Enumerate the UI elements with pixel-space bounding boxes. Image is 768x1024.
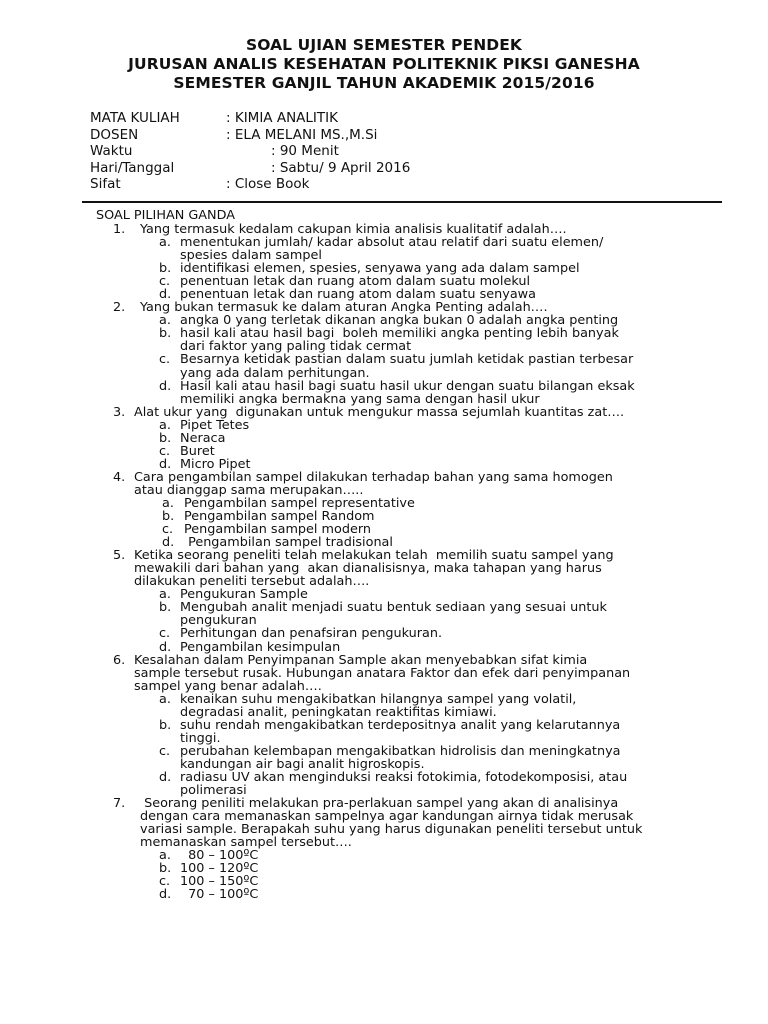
text-line xyxy=(0,432,768,445)
option-text: suhu rendah mengakibatkan terdepositnya analit yang kelarutannya xyxy=(180,717,621,733)
multiple-choice-section xyxy=(0,209,768,901)
text-line xyxy=(0,732,768,745)
info-label: MATA KULIAH xyxy=(90,110,180,126)
header-title: SOAL UJIAN SEMESTER PENDEK xyxy=(245,36,523,54)
option-text: radiasu UV akan menginduksi reaksi fotokimia, fotodekomposisi, atau xyxy=(180,769,628,785)
option-text: hasil kali atau hasil bagi boleh memiliki angka penting lebih banyak xyxy=(180,326,619,342)
option-text: menentukan jumlah/ kadar absolut atau relatif dari suatu elemen/ xyxy=(180,235,604,251)
info-label: DOSEN xyxy=(90,126,139,143)
option-text: polimerasi xyxy=(180,783,247,799)
text-line xyxy=(0,836,768,849)
option-text: angka 0 yang terletak dikanan angka bukan 0 adalah angka penting xyxy=(180,313,619,329)
question-number: 6. xyxy=(113,652,126,668)
question-text: memanaskan sampel tersebut…. xyxy=(140,835,352,851)
option-letter: a. xyxy=(162,495,174,511)
question-number: 7. xyxy=(113,796,126,812)
option-text: Neraca xyxy=(180,430,226,446)
question-number: 1. xyxy=(113,222,126,237)
question-text: Cara pengambilan sampel dilakukan terhadap bahan yang sama homogen xyxy=(134,469,613,485)
question-number: 4. xyxy=(113,469,126,485)
option-letter: b. xyxy=(159,326,172,342)
option-text: pengukuran xyxy=(180,613,257,629)
course-info xyxy=(90,110,690,193)
option-text: Pengambilan kesimpulan xyxy=(180,639,341,655)
info-value: : Close Book xyxy=(226,176,310,192)
question-number: 3. xyxy=(113,404,126,420)
option-letter: b. xyxy=(159,717,172,733)
option-text: dari faktor yang paling tidak cermat xyxy=(180,339,412,355)
section-title: SOAL PILIHAN GANDA xyxy=(96,208,235,223)
divider-line xyxy=(82,201,722,203)
option-letter: a. xyxy=(159,313,171,329)
text-line xyxy=(0,575,768,588)
info-label: Hari/Tanggal xyxy=(90,159,175,176)
info-value: : Sabtu/ 9 April 2016 xyxy=(271,159,411,176)
question-text: Ketika seorang peneliti telah melakukan telah memilih suatu sampel yang xyxy=(134,548,614,564)
text-line xyxy=(0,380,768,393)
option-letter: d. xyxy=(159,769,172,785)
text-line xyxy=(0,667,768,680)
text-line xyxy=(0,849,768,862)
info-label: Sifat xyxy=(90,176,121,192)
option-letter: b. xyxy=(159,261,172,277)
text-line xyxy=(0,445,768,458)
option-letter: b. xyxy=(159,861,172,877)
text-line xyxy=(0,745,768,758)
question-text: Kesalahan dalam Penyimpanan Sample akan menyebabkan sifat kimia xyxy=(134,652,588,668)
text-line xyxy=(0,680,768,693)
text-line xyxy=(0,641,768,654)
option-letter: c. xyxy=(159,874,171,890)
text-line xyxy=(0,654,768,667)
text-line xyxy=(0,393,768,406)
option-text: 80 – 100ºC xyxy=(180,848,259,864)
option-text: Perhitungan dan penafsiran pengukuran. xyxy=(180,626,443,642)
info-row xyxy=(90,176,690,193)
option-text: 70 – 100ºC xyxy=(180,887,259,903)
option-letter: c. xyxy=(159,443,171,459)
text-line xyxy=(0,419,768,432)
option-text: Pengambilan sampel tradisional xyxy=(184,535,393,551)
info-row xyxy=(90,143,690,160)
question-text: variasi sample. Berapakah suhu yang harus digunakan peneliti tersebut untuk xyxy=(140,822,643,838)
question-text: Yang termasuk kedalam cakupan kimia analisis kualitatif adalah…. xyxy=(140,222,567,237)
header-semester: SEMESTER GANJIL TAHUN AKADEMIK 2015/2016 xyxy=(173,74,595,92)
option-letter: c. xyxy=(159,743,171,759)
text-line xyxy=(0,706,768,719)
option-text: Micro Pipet xyxy=(180,456,251,472)
text-line xyxy=(0,719,768,732)
text-line xyxy=(0,562,768,575)
option-letter: d. xyxy=(159,639,172,655)
option-text: degradasi analit, peningkatan reaktifitas kimiawi. xyxy=(180,704,497,720)
option-text: Pengambilan sampel representative xyxy=(184,495,415,511)
option-letter: a. xyxy=(159,691,171,707)
question-text: Yang bukan termasuk ke dalam aturan Angka Penting adalah…. xyxy=(140,300,548,316)
text-line xyxy=(0,406,768,419)
question-text: Alat ukur yang digunakan untuk mengukur massa sejumlah kuantitas zat…. xyxy=(134,404,625,420)
option-letter: d. xyxy=(162,535,175,551)
option-text: Hasil kali atau hasil bagi suatu hasil ukur dengan suatu bilangan eksak xyxy=(180,378,635,394)
info-row xyxy=(90,160,690,177)
option-letter: d. xyxy=(159,456,172,472)
option-text: kandungan air bagi analit higroskopis. xyxy=(180,756,425,772)
text-line xyxy=(0,888,768,901)
header-department: JURUSAN ANALIS KESEHATAN POLITEKNIK PIKSI GANESHA xyxy=(128,55,640,73)
option-letter: a. xyxy=(159,587,171,603)
option-text: 100 – 120ºC xyxy=(180,861,259,877)
option-text: Mengubah analit menjadi suatu bentuk sediaan yang sesuai untuk xyxy=(180,600,607,616)
question-number: 2. xyxy=(113,300,126,316)
option-letter: c. xyxy=(162,522,174,538)
info-label: Waktu xyxy=(90,143,133,159)
info-row xyxy=(90,110,690,127)
option-text: Buret xyxy=(180,443,215,459)
text-line xyxy=(0,601,768,614)
option-text: 100 – 150ºC xyxy=(180,874,259,890)
question-text: dilakukan peneliti tersebut adalah…. xyxy=(134,574,370,590)
text-line xyxy=(0,458,768,471)
text-line xyxy=(0,862,768,875)
question-text: mewakili dari bahan yang akan dianalisisnya, maka tahapan yang harus xyxy=(134,561,602,577)
option-text: yang ada dalam perhitungan. xyxy=(180,365,370,381)
info-value: : 90 Menit xyxy=(271,143,339,159)
text-line xyxy=(0,510,768,523)
text-line xyxy=(0,771,768,784)
option-letter: d. xyxy=(159,378,172,394)
text-line xyxy=(0,693,768,706)
option-text: Besarnya ketidak pastian dalam suatu jumlah ketidak pastian terbesar xyxy=(180,352,634,368)
text-line xyxy=(0,875,768,888)
option-text: Pengukuran Sample xyxy=(180,587,308,603)
option-text: spesies dalam sampel xyxy=(180,248,322,264)
text-line xyxy=(0,353,768,366)
question-text: Seorang peniliti melakukan pra-perlakuan sampel yang akan di analisinya xyxy=(140,796,619,812)
option-text: memiliki angka bermakna yang sama dengan hasil ukur xyxy=(180,391,540,407)
text-line xyxy=(0,236,768,249)
text-line xyxy=(0,758,768,771)
info-row xyxy=(90,127,690,144)
option-letter: c. xyxy=(159,626,171,642)
option-letter: d. xyxy=(159,287,172,303)
option-text: identifikasi elemen, spesies, senyawa yang ada dalam sampel xyxy=(180,261,580,277)
exam-header xyxy=(0,36,768,93)
option-letter: c. xyxy=(159,352,171,368)
option-text: perubahan kelembapan mengakibatkan hidrolisis dan meningkatnya xyxy=(180,743,621,759)
option-letter: c. xyxy=(159,274,171,290)
option-text: penentuan letak dan ruang atom dalam suatu senyawa xyxy=(180,287,536,303)
question-text: sampel yang benar adalah…. xyxy=(134,678,322,694)
question-text: dengan cara memanaskan sampelnya agar kandungan airnya tidak merusak xyxy=(140,809,634,825)
option-text: Pengambilan sampel Random xyxy=(184,509,375,525)
question-text: sample tersebut rusak. Hubungan anatara Faktor dan efek dari penyimpanan xyxy=(134,665,631,681)
option-letter: a. xyxy=(159,417,171,433)
option-text: penentuan letak dan ruang atom dalam suatu molekul xyxy=(180,274,531,290)
text-line xyxy=(0,367,768,380)
option-text: Pipet Tetes xyxy=(180,417,250,433)
text-line xyxy=(0,471,768,484)
option-text: Pengambilan sampel modern xyxy=(184,522,371,538)
question-text: atau dianggap sama merupakan….. xyxy=(134,482,364,498)
option-text: kenaikan suhu mengakibatkan hilangnya sampel yang volatil, xyxy=(180,691,577,707)
option-letter: b. xyxy=(159,430,172,446)
option-letter: a. xyxy=(159,848,171,864)
text-line xyxy=(0,627,768,640)
info-value: : ELA MELANI MS.,M.Si xyxy=(226,126,378,143)
text-line xyxy=(0,497,768,510)
info-value: : KIMIA ANALITIK xyxy=(226,110,338,126)
option-letter: b. xyxy=(159,600,172,616)
option-text: tinggi. xyxy=(180,730,221,746)
question-number: 5. xyxy=(113,548,126,564)
option-letter: b. xyxy=(162,509,175,525)
text-line xyxy=(0,823,768,836)
option-letter: a. xyxy=(159,235,171,251)
option-letter: d. xyxy=(159,887,172,903)
